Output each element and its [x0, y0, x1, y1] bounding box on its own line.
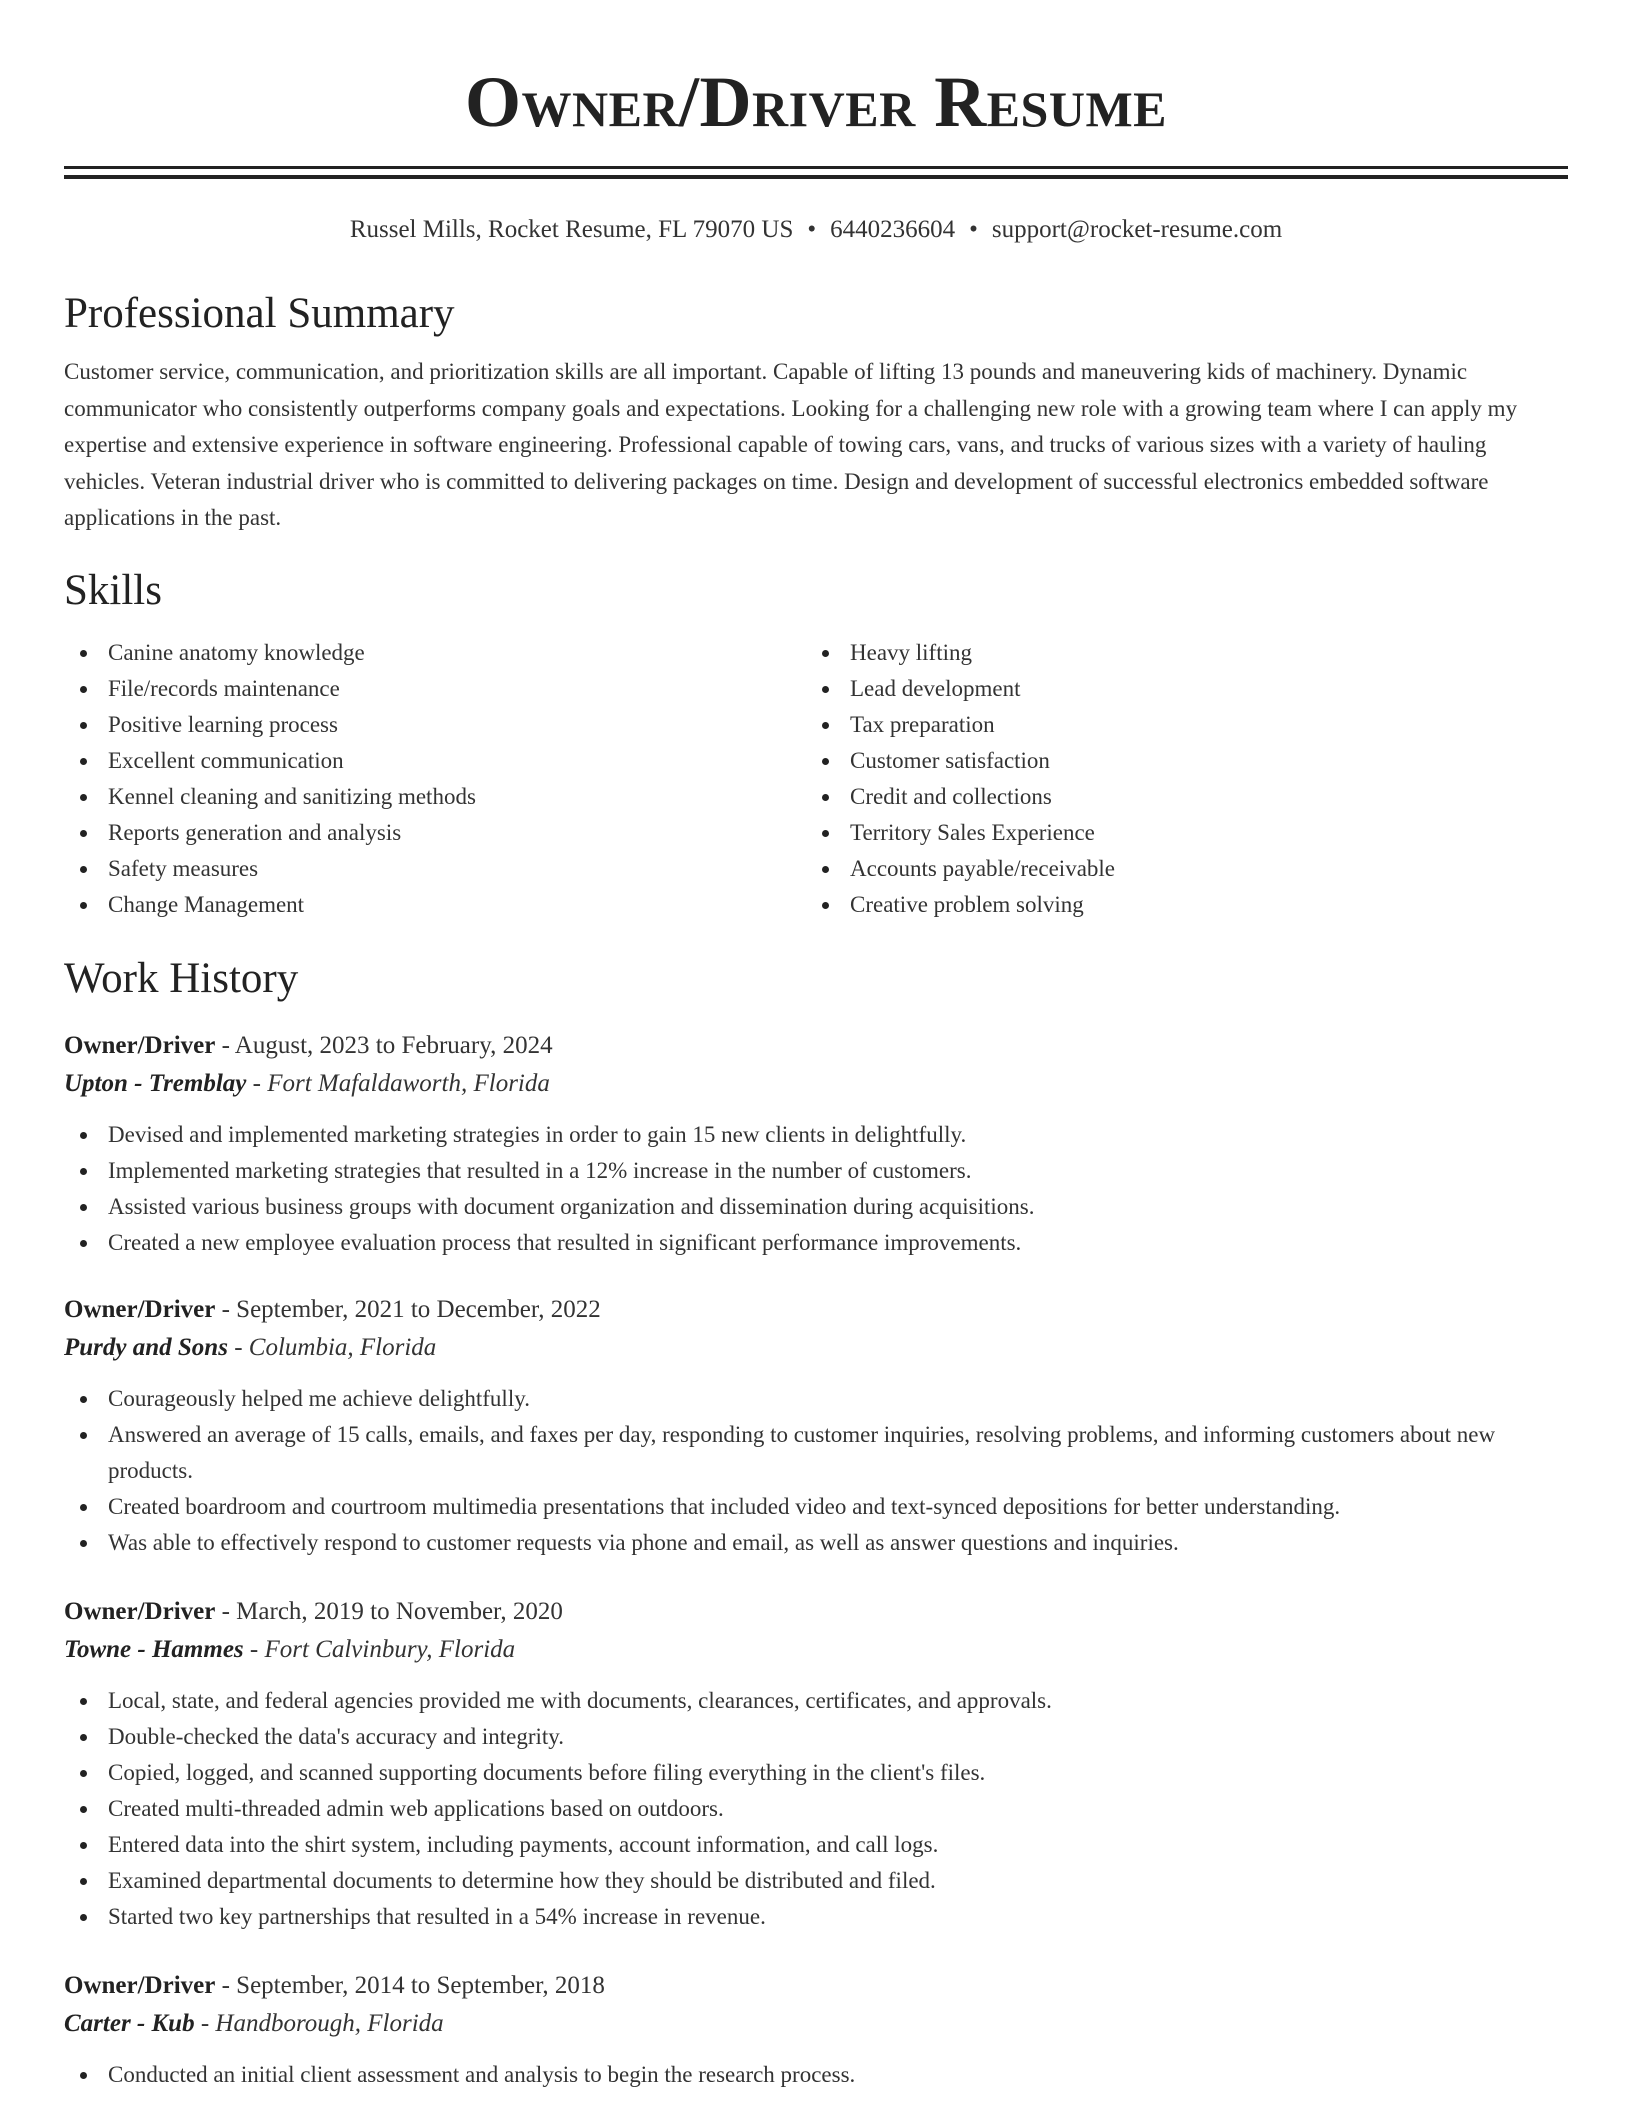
skills-heading: Skills — [64, 566, 162, 614]
job-company: Upton - Tremblay — [64, 1069, 247, 1097]
bullet-icon — [822, 722, 829, 729]
job-bullet — [64, 1827, 1568, 1863]
bullet-icon — [80, 1132, 87, 1139]
summary-text: Customer service, communication, and prioritization skills are all important. Capable of lifting 13 pounds and maneuvering kids of machinery. Dynamic communicator who consistently outperforms company goals and expectations. Looking for a challenging new role with a growing team where I can apply my expertise and extensive experience in software engineering. Professional capable of towing cars, vans, and trucks of various sizes with a variety of hauling vehicles. Veteran industrial driver who is committed to delivering packages on time. Design and development of successful electronics embedded software applications in the past. — [64, 359, 1518, 530]
skill-item — [64, 707, 806, 743]
bullet-icon — [80, 722, 87, 729]
bullet-icon — [822, 686, 829, 693]
skill-item — [64, 779, 806, 815]
bullet-icon — [822, 794, 829, 801]
bullet-icon — [822, 758, 829, 765]
job-entry — [64, 1967, 1568, 2093]
bullet-icon — [80, 686, 87, 693]
skill-item — [806, 815, 1548, 851]
job-bullet — [64, 1863, 1568, 1899]
job-title-line — [64, 1593, 1568, 1631]
job-bullet — [64, 1791, 1568, 1827]
job-dates: - March, 2019 to November, 2020 — [215, 1597, 563, 1625]
bullet-icon — [80, 650, 87, 657]
job-dates: - September, 2021 to December, 2022 — [215, 1295, 601, 1323]
skill-item — [64, 671, 806, 707]
job-bullet-text: Double-checked the data's accuracy and integrity. — [108, 1723, 565, 1749]
job-entry — [64, 1027, 1568, 1261]
job-bullet — [64, 1381, 1568, 1417]
skill-text: Lead development — [850, 675, 1021, 701]
bullet-icon — [80, 1240, 87, 1247]
job-bullets — [64, 1683, 1568, 1935]
job-location: - Fort Calvinbury, Florida — [243, 1635, 516, 1663]
job-bullet-text: Was able to effectively respond to customer requests via phone and email, as well as answer questions and inquiries. — [108, 1529, 1179, 1555]
job-bullet — [64, 1899, 1568, 1935]
job-bullet-text: Assisted various business groups with document organization and dissemination during acquisitions. — [108, 1193, 1035, 1219]
title-divider — [64, 166, 1568, 179]
summary-heading: Professional Summary — [64, 290, 455, 337]
bullet-icon — [80, 2072, 87, 2079]
skill-item — [64, 815, 806, 851]
skill-item — [806, 887, 1548, 923]
job-bullet-text: Created boardroom and courtroom multimedia presentations that included video and text-synced depositions for better understanding. — [108, 1493, 1341, 1519]
job-company: Purdy and Sons — [64, 1333, 228, 1361]
skill-item — [806, 707, 1548, 743]
bullet-icon — [80, 1204, 87, 1211]
bullet-icon — [80, 902, 87, 909]
skill-item — [64, 887, 806, 923]
skill-text: Reports generation and analysis — [108, 819, 402, 845]
skill-text: Accounts payable/receivable — [850, 855, 1116, 881]
job-bullet — [64, 2057, 1568, 2093]
job-bullet-text: Copied, logged, and scanned supporting documents before filing everything in the client's files. — [108, 1759, 986, 1785]
bullet-icon — [822, 650, 829, 657]
skill-text: Excellent communication — [108, 747, 344, 773]
skill-item — [806, 671, 1548, 707]
skill-text: Creative problem solving — [850, 891, 1084, 917]
skill-text: Positive learning process — [108, 711, 338, 737]
job-role: Owner/Driver — [64, 1031, 216, 1059]
bullet-icon — [80, 830, 87, 837]
bullet-icon — [80, 1396, 87, 1403]
skill-item — [806, 635, 1548, 671]
job-company-line — [64, 1329, 1568, 1367]
contact-line — [64, 214, 1568, 246]
skill-text: Customer satisfaction — [850, 747, 1050, 773]
skill-text: Credit and collections — [850, 783, 1052, 809]
job-bullet-text: Devised and implemented marketing strategies in order to gain 15 new clients in delightfully. — [108, 1121, 967, 1147]
job-bullet — [64, 1117, 1568, 1153]
job-title-line — [64, 1291, 1568, 1329]
bullet-icon — [80, 1842, 87, 1849]
job-bullet — [64, 1189, 1568, 1225]
job-bullet-text: Conducted an initial client assessment and analysis to begin the research process. — [108, 2061, 856, 2087]
job-role: Owner/Driver — [64, 1971, 216, 1999]
job-bullet — [64, 1525, 1568, 1561]
skill-item — [64, 743, 806, 779]
skill-text: Canine anatomy knowledge — [108, 639, 365, 665]
bullet-icon — [80, 758, 87, 765]
job-bullet-text: Answered an average of 15 calls, emails, and faxes per day, responding to customer inquiries, resolving problems, and informing customers about new products. — [108, 1421, 1496, 1483]
skills-column-right — [806, 635, 1548, 923]
job-company-line — [64, 2005, 1568, 2043]
skill-text: Heavy lifting — [850, 639, 972, 665]
bullet-icon — [80, 1806, 87, 1813]
job-company-line — [64, 1631, 1568, 1669]
job-role: Owner/Driver — [64, 1597, 216, 1625]
skill-text: Territory Sales Experience — [850, 819, 1095, 845]
job-bullet-text: Started two key partnerships that resulted in a 54% increase in revenue. — [108, 1903, 766, 1929]
bullet-icon — [80, 1540, 87, 1547]
skill-text: Change Management — [108, 891, 305, 917]
job-bullet-text: Examined departmental documents to determine how they should be distributed and filed. — [108, 1867, 936, 1893]
bullet-icon — [80, 1168, 87, 1175]
skill-item — [64, 851, 806, 887]
bullet-icon — [822, 866, 829, 873]
job-bullet-text: Created a new employee evaluation process that resulted in significant performance improvements. — [108, 1229, 1022, 1255]
job-bullet — [64, 1489, 1568, 1525]
skill-item — [806, 743, 1548, 779]
contact-address: Russel Mills, Rocket Resume, FL 79070 US — [349, 216, 794, 243]
job-bullets — [64, 1117, 1568, 1261]
skill-text: Tax preparation — [850, 711, 995, 737]
job-bullet — [64, 1417, 1568, 1489]
job-location: - Fort Mafaldaworth, Florida — [246, 1069, 550, 1097]
job-company: Carter - Kub — [64, 2009, 195, 2037]
page-title: Owner/Driver Resume — [464, 62, 1167, 142]
skill-item — [806, 779, 1548, 815]
skills-list — [64, 635, 1568, 923]
job-dates: - August, 2023 to February, 2024 — [215, 1031, 553, 1059]
job-bullet-text: Entered data into the shirt system, including payments, account information, and call logs. — [108, 1831, 939, 1857]
bullet-icon — [80, 794, 87, 801]
job-location: - Handborough, Florida — [194, 2009, 444, 2037]
job-bullets — [64, 1381, 1568, 1561]
contact-separator: • — [807, 216, 817, 243]
skill-item — [806, 851, 1548, 887]
skill-text: File/records maintenance — [108, 675, 340, 701]
job-location: - Columbia, Florida — [227, 1333, 437, 1361]
bullet-icon — [80, 1698, 87, 1705]
bullet-icon — [80, 1504, 87, 1511]
contact-phone: 6440236604 — [830, 216, 956, 243]
job-bullet — [64, 1755, 1568, 1791]
job-entry — [64, 1593, 1568, 1935]
job-bullet — [64, 1153, 1568, 1189]
bullet-icon — [822, 902, 829, 909]
job-bullets — [64, 2057, 1568, 2093]
bullet-icon — [80, 1914, 87, 1921]
bullet-icon — [80, 1770, 87, 1777]
job-title-line — [64, 1027, 1568, 1065]
skill-text: Safety measures — [108, 855, 259, 881]
job-company: Towne - Hammes — [64, 1635, 244, 1663]
job-bullet — [64, 1683, 1568, 1719]
contact-separator: • — [969, 216, 978, 243]
job-bullet-text: Courageously helped me achieve delightfully. — [108, 1385, 530, 1411]
bullet-icon — [822, 830, 829, 837]
work-history-heading: Work History — [64, 954, 299, 1002]
job-bullet-text: Implemented marketing strategies that resulted in a 12% increase in the number of customers. — [108, 1157, 972, 1183]
bullet-icon — [80, 1878, 87, 1885]
job-bullet — [64, 1225, 1568, 1261]
job-bullet-text: Local, state, and federal agencies provided me with documents, clearances, certificates, and approvals. — [108, 1687, 1052, 1713]
job-bullet-text: Created multi-threaded admin web applications based on outdoors. — [108, 1795, 724, 1821]
skill-item — [64, 635, 806, 671]
job-company-line — [64, 1065, 1568, 1103]
bullet-icon — [80, 1432, 87, 1439]
skills-column-left — [64, 635, 806, 923]
job-entry — [64, 1291, 1568, 1561]
job-role: Owner/Driver — [64, 1295, 216, 1323]
skill-text: Kennel cleaning and sanitizing methods — [108, 783, 476, 809]
bullet-icon — [80, 1734, 87, 1741]
contact-email: support@rocket-resume.com — [991, 216, 1283, 243]
job-title-line — [64, 1967, 1568, 2005]
job-bullet — [64, 1719, 1568, 1755]
job-dates: - September, 2014 to September, 2018 — [215, 1971, 605, 1999]
bullet-icon — [80, 866, 87, 873]
